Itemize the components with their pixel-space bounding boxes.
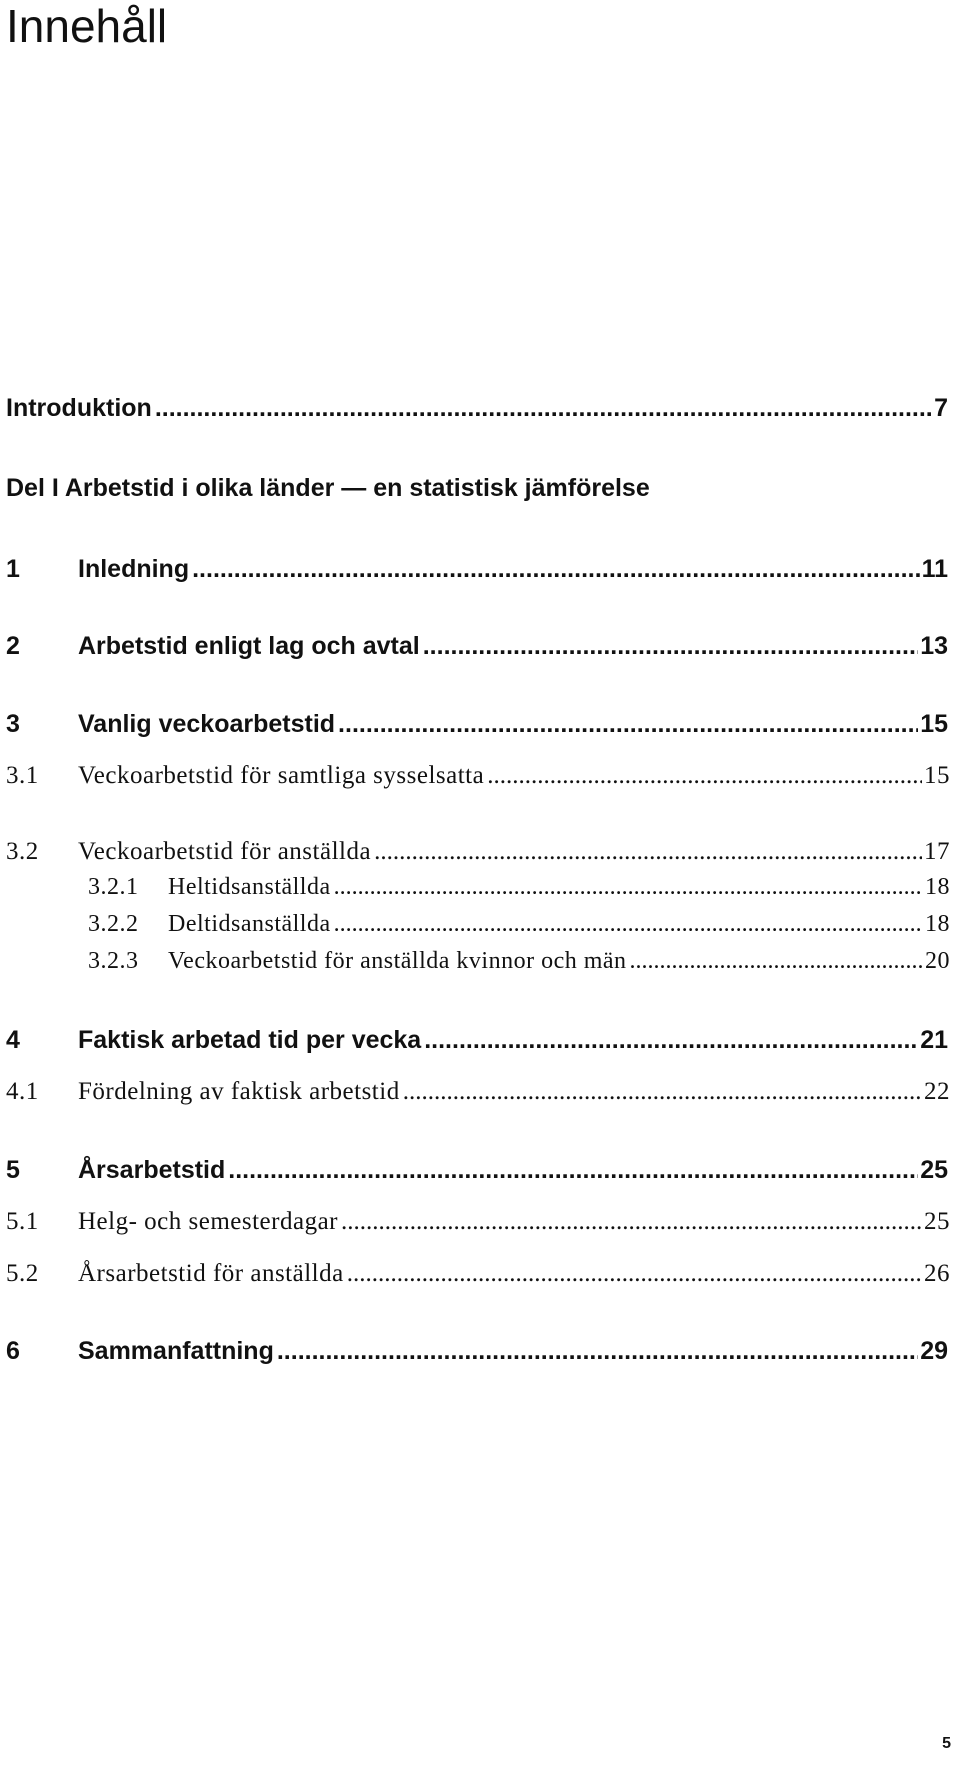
toc-leader-dots bbox=[334, 874, 923, 901]
toc-entry-number: 5 bbox=[6, 1156, 20, 1184]
toc-entry-s3-2-1[interactable] bbox=[88, 874, 950, 901]
toc-entry-number: 3.2.2 bbox=[88, 911, 139, 937]
toc-entry-page: 18 bbox=[925, 911, 950, 937]
toc-entry-s5-1[interactable] bbox=[6, 1208, 950, 1236]
toc-entry-page: 29 bbox=[920, 1337, 948, 1365]
toc-entry-page: 25 bbox=[924, 1208, 950, 1235]
toc-entry-number: 6 bbox=[6, 1337, 20, 1365]
toc-entry-introduktion[interactable] bbox=[6, 394, 948, 423]
toc-entry-title: Introduktion bbox=[6, 394, 152, 422]
toc-entry-title: Veckoarbetstid för anställda kvinnor och män bbox=[168, 948, 627, 974]
toc-part-title: Del I Arbetstid i olika länder — en statistisk jämförelse bbox=[6, 474, 650, 502]
toc-leader-dots bbox=[423, 632, 918, 661]
toc-entry-ch4[interactable] bbox=[6, 1026, 948, 1055]
toc-entry-page: 17 bbox=[924, 838, 950, 865]
toc-part-heading bbox=[6, 474, 650, 503]
toc-entry-title: Sammanfattning bbox=[78, 1337, 274, 1365]
toc-entry-page: 21 bbox=[920, 1026, 948, 1054]
toc-entry-title: Faktisk arbetad tid per vecka bbox=[78, 1026, 422, 1054]
toc-entry-ch5[interactable] bbox=[6, 1156, 948, 1185]
toc-entry-page: 7 bbox=[934, 394, 948, 422]
page-title: Innehåll bbox=[6, 0, 168, 52]
toc-entry-title: Fördelning av faktisk arbetstid bbox=[78, 1078, 400, 1105]
toc-entry-ch6[interactable] bbox=[6, 1337, 948, 1366]
toc-entry-ch3[interactable] bbox=[6, 710, 948, 739]
toc-entry-number: 4.1 bbox=[6, 1078, 39, 1105]
toc-entry-page: 26 bbox=[924, 1260, 950, 1287]
toc-entry-number: 1 bbox=[6, 555, 20, 583]
toc-entry-ch1[interactable] bbox=[6, 555, 948, 584]
toc-entry-number: 4 bbox=[6, 1026, 20, 1054]
toc-entry-number: 5.2 bbox=[6, 1260, 39, 1287]
toc-entry-page: 11 bbox=[921, 555, 948, 583]
toc-leader-dots bbox=[341, 1208, 922, 1236]
toc-entry-s5-2[interactable] bbox=[6, 1260, 950, 1288]
toc-leader-dots bbox=[155, 394, 932, 423]
toc-entry-page: 20 bbox=[925, 948, 950, 974]
page-number: 5 bbox=[942, 1735, 951, 1752]
toc-leader-dots bbox=[374, 838, 922, 866]
toc-entry-title: Inledning bbox=[78, 555, 190, 583]
toc-leader-dots bbox=[228, 1156, 918, 1185]
toc-entry-number: 5.1 bbox=[6, 1208, 39, 1235]
toc-entry-number: 3 bbox=[6, 710, 20, 738]
toc-entry-page: 22 bbox=[924, 1078, 950, 1105]
toc-entry-s4-1[interactable] bbox=[6, 1078, 950, 1106]
toc-entry-s3-1[interactable] bbox=[6, 762, 950, 790]
toc-entry-title: Arbetstid enligt lag och avtal bbox=[78, 632, 420, 660]
toc-leader-dots bbox=[403, 1078, 922, 1106]
toc-entry-title: Vanlig veckoarbetstid bbox=[78, 710, 336, 738]
toc-entry-number: 3.2.3 bbox=[88, 948, 139, 974]
toc-entry-title: Årsarbetstid för anställda bbox=[78, 1260, 344, 1287]
toc-entry-s3-2-3[interactable] bbox=[88, 948, 950, 975]
toc-entry-page: 25 bbox=[920, 1156, 948, 1184]
toc-entry-title: Heltidsanställda bbox=[168, 874, 331, 900]
toc-entry-number: 3.1 bbox=[6, 762, 39, 789]
toc-entry-page: 15 bbox=[920, 710, 948, 738]
toc-leader-dots bbox=[487, 762, 922, 790]
toc-entry-number: 3.2 bbox=[6, 838, 39, 865]
toc-leader-dots bbox=[630, 948, 923, 975]
toc-leader-dots bbox=[334, 911, 923, 938]
toc-entry-title: Veckoarbetstid för samtliga sysselsatta bbox=[78, 762, 485, 789]
toc-leader-dots bbox=[424, 1026, 918, 1055]
toc-entry-title: Deltidsanställda bbox=[168, 911, 331, 937]
toc-entry-s3-2[interactable] bbox=[6, 838, 950, 866]
toc-entry-title: Helg- och semesterdagar bbox=[78, 1208, 338, 1235]
toc-entry-page: 13 bbox=[920, 632, 948, 660]
toc-entry-ch2[interactable] bbox=[6, 632, 948, 661]
toc-entry-title: Veckoarbetstid för anställda bbox=[78, 838, 372, 865]
toc-entry-page: 18 bbox=[925, 874, 950, 900]
toc-entry-number: 2 bbox=[6, 632, 20, 660]
toc-entry-page: 15 bbox=[924, 762, 950, 789]
toc-entry-number: 3.2.1 bbox=[88, 874, 139, 900]
toc-leader-dots bbox=[338, 710, 918, 739]
toc-leader-dots bbox=[192, 555, 919, 584]
toc-leader-dots bbox=[347, 1260, 922, 1288]
toc-entry-s3-2-2[interactable] bbox=[88, 911, 950, 938]
toc-leader-dots bbox=[277, 1337, 918, 1366]
toc-entry-title: Årsarbetstid bbox=[78, 1156, 226, 1184]
